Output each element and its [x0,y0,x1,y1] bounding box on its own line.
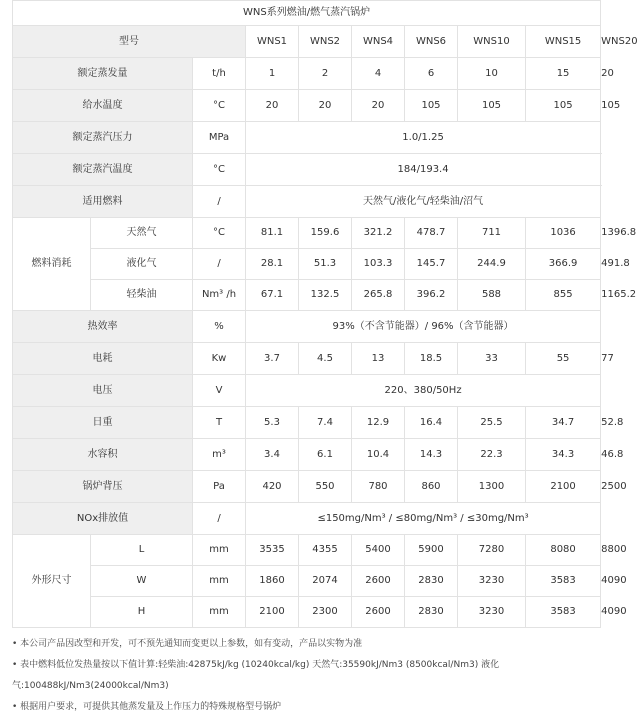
dimension-value: 3535 [246,535,299,566]
consumption-value: 366.9 [526,249,601,280]
dimension-value: 4355 [299,535,352,566]
feedwater_temp-label: 给水温度 [13,90,193,122]
table-row: 燃料消耗 天然气 °C 81.1 159.6 321.2 478.7 711 1036 1396.8 [13,218,601,249]
power-value: 55 [526,343,601,375]
back_pressure-value: 1300 [458,471,526,503]
consumption-value: 588 [458,280,526,311]
back_pressure-value: 550 [299,471,352,503]
table-row: 轻柴油 Nm³ /h 67.1 132.5 265.8 396.2 588 855 1165.2 [13,280,601,311]
weight-value: 7.4 [299,407,352,439]
dimension-value: 5900 [405,535,458,566]
dimension-l-label: L [91,535,193,566]
dimension-value: 2100 [246,597,299,628]
table-row: 电耗 Kw 3.7 4.5 13 18.5 33 55 77 [13,343,601,375]
consumption-value: 103.3 [352,249,405,280]
dimension-value: 3583 [526,597,601,628]
feedwater_temp-unit: °C [193,90,246,122]
table-row [13,122,601,154]
feedwater_temp-value: 105 [405,90,458,122]
consumption-natural_gas-unit: °C [193,218,246,249]
consumption-diesel-label: 轻柴油 [91,280,193,311]
table-row [13,186,601,218]
steam_pressure-value: 1.0/1.25 [246,122,601,154]
dimensions-label: 外形尺寸 [13,535,91,628]
consumption-value: 67.1 [246,280,299,311]
consumption-lpg-label: 液化气 [91,249,193,280]
efficiency-label: 热效率 [13,311,193,343]
evaporation-value: 15 [526,58,601,90]
back_pressure-value: 860 [405,471,458,503]
table-row: 型号 WNS1 WNS2 WNS4 WNS6 WNS10 WNS15 WNS20 [13,26,601,58]
efficiency-unit: % [193,311,246,343]
consumption-value: 1036 [526,218,601,249]
fuel-label: 适用燃料 [13,186,193,218]
power-value: 18.5 [405,343,458,375]
power-label: 电耗 [13,343,193,375]
model-wns1: WNS1 [246,26,299,58]
dimension-value: 2300 [299,597,352,628]
table-row: 水容积 m³ 3.4 6.1 10.4 14.3 22.3 34.3 46.8 [13,439,601,471]
weight-unit: T [193,407,246,439]
table-row: 锅炉背压 Pa 420 550 780 860 1300 2100 2500 [13,471,601,503]
steam_temp-label: 额定蒸汽温度 [13,154,193,186]
water_volume-value: 10.4 [352,439,405,471]
fuel-unit: / [193,186,246,218]
evaporation-value: 10 [458,58,526,90]
dimension-h-unit: mm [193,597,246,628]
back_pressure-label: 锅炉背压 [13,471,193,503]
evaporation-value: 4 [352,58,405,90]
model-wns6: WNS6 [405,26,458,58]
feedwater_temp-value: 20 [299,90,352,122]
consumption-natural_gas-label: 天然气 [91,218,193,249]
model-wns10: WNS10 [458,26,526,58]
table-row: 外形尺寸 L mm 3535 4355 5400 5900 7280 8080 8800 [13,535,601,566]
consumption-value: 711 [458,218,526,249]
dimension-w-unit: mm [193,566,246,597]
model-wns4: WNS4 [352,26,405,58]
consumption-value: 132.5 [299,280,352,311]
notes [12,634,600,718]
back_pressure-value: 2100 [526,471,601,503]
water_volume-value: 34.3 [526,439,601,471]
table-row: 给水温度 °C 20 20 20 105 105 105 105 [13,90,601,122]
table-row [13,503,601,535]
table-row: H mm 2100 2300 2600 2830 3230 3583 4090 [13,597,601,628]
steam_pressure-unit: MPa [193,122,246,154]
dimension-value: 2600 [352,597,405,628]
power-value: 3.7 [246,343,299,375]
note-3: 气:100488kJ/Nm3(24000kcal/Nm3) [12,681,169,691]
dimension-value: 2830 [405,597,458,628]
consumption-value: 855 [526,280,601,311]
table-row [13,154,601,186]
evaporation-value: 6 [405,58,458,90]
water_volume-value: 14.3 [405,439,458,471]
dimension-value: 3230 [458,566,526,597]
dimension-value: 3583 [526,566,601,597]
model-wns15: WNS15 [526,26,601,58]
evaporation-label: 额定蒸发量 [13,58,193,90]
weight-value: 12.9 [352,407,405,439]
dimension-w-label: W [91,566,193,597]
efficiency-value: 93%（不含节能器）/ 96%（含节能器） [246,311,601,343]
dimension-value: 2830 [405,566,458,597]
nox-label: NOx排放值 [13,503,193,535]
consumption-value: 81.1 [246,218,299,249]
dimension-value: 7280 [458,535,526,566]
steam_pressure-label: 额定蒸汽压力 [13,122,193,154]
water_volume-value: 3.4 [246,439,299,471]
weight-value: 16.4 [405,407,458,439]
consumption-value: 244.9 [458,249,526,280]
table-row: 液化气 / 28.1 51.3 103.3 145.7 244.9 366.9 491.8 [13,249,601,280]
evaporation-value: 2 [299,58,352,90]
table-row: 额定蒸发量 t/h 1 2 4 6 10 15 20 [13,58,601,90]
consumption-value: 321.2 [352,218,405,249]
weight-value: 25.5 [458,407,526,439]
table-row: W mm 1860 2074 2600 2830 3230 3583 4090 [13,566,601,597]
dimension-value: 8080 [526,535,601,566]
feedwater_temp-value: 20 [352,90,405,122]
water_volume-label: 水容积 [13,439,193,471]
consumption-value: 51.3 [299,249,352,280]
power-value: 13 [352,343,405,375]
spec-table [12,0,638,628]
model-label: 型号 [13,26,246,58]
power-value: 33 [458,343,526,375]
dimension-l-unit: mm [193,535,246,566]
back_pressure-unit: Pa [193,471,246,503]
voltage-value: 220、380/50Hz [246,375,601,407]
consumption-value: 28.1 [246,249,299,280]
water_volume-value: 6.1 [299,439,352,471]
nox-unit: / [193,503,246,535]
feedwater_temp-value: 105 [526,90,601,122]
weight-value: 34.7 [526,407,601,439]
steam_temp-unit: °C [193,154,246,186]
water_volume-value: 22.3 [458,439,526,471]
table-row [13,311,601,343]
back_pressure-value: 780 [352,471,405,503]
table-row: 日重 T 5.3 7.4 12.9 16.4 25.5 34.7 52.8 [13,407,601,439]
dimension-value: 1860 [246,566,299,597]
dimension-value: 2074 [299,566,352,597]
feedwater_temp-value: 20 [246,90,299,122]
consumption-value: 396.2 [405,280,458,311]
water_volume-unit: m³ [193,439,246,471]
table-row [13,375,601,407]
consumption-lpg-unit: / [193,249,246,280]
model-wns2: WNS2 [299,26,352,58]
feedwater_temp-value: 105 [458,90,526,122]
power-unit: Kw [193,343,246,375]
evaporation-value: 1 [246,58,299,90]
note-4: • 根据用户要求，可提供其他蒸发量及上作压力的特殊规格型号锅炉 [12,702,282,712]
weight-value: 5.3 [246,407,299,439]
consumption-diesel-unit: Nm³ /h [193,280,246,311]
nox-value: ≤150mg/Nm³ / ≤80mg/Nm³ / ≤30mg/Nm³ [246,503,601,535]
consumption-value: 478.7 [405,218,458,249]
dimension-value: 3230 [458,597,526,628]
note-2: • 表中燃料低位发热量按以下值计算:轻柴油:42875kJ/kg (10240kcal/kg) 天然气:35590kJ/Nm3 (8500kcal/Nm3) 液化 [12,660,500,670]
table-title: WNS系列燃油/燃气蒸汽锅炉 [13,1,601,26]
consumption-label: 燃料消耗 [13,218,91,311]
consumption-value: 265.8 [352,280,405,311]
dimension-value: 5400 [352,535,405,566]
evaporation-unit: t/h [193,58,246,90]
voltage-unit: V [193,375,246,407]
fuel-value: 天然气/液化气/轻柴油/沼气 [246,186,601,218]
note-1: • 本公司产品因改型和开发，可不预先通知而变更以上参数，如有变动，产品以实物为准 [12,639,363,649]
consumption-value: 159.6 [299,218,352,249]
weight-label: 日重 [13,407,193,439]
power-value: 4.5 [299,343,352,375]
dimension-h-label: H [91,597,193,628]
back_pressure-value: 420 [246,471,299,503]
steam_temp-value: 184/193.4 [246,154,601,186]
voltage-label: 电压 [13,375,193,407]
consumption-value: 145.7 [405,249,458,280]
dimension-value: 2600 [352,566,405,597]
